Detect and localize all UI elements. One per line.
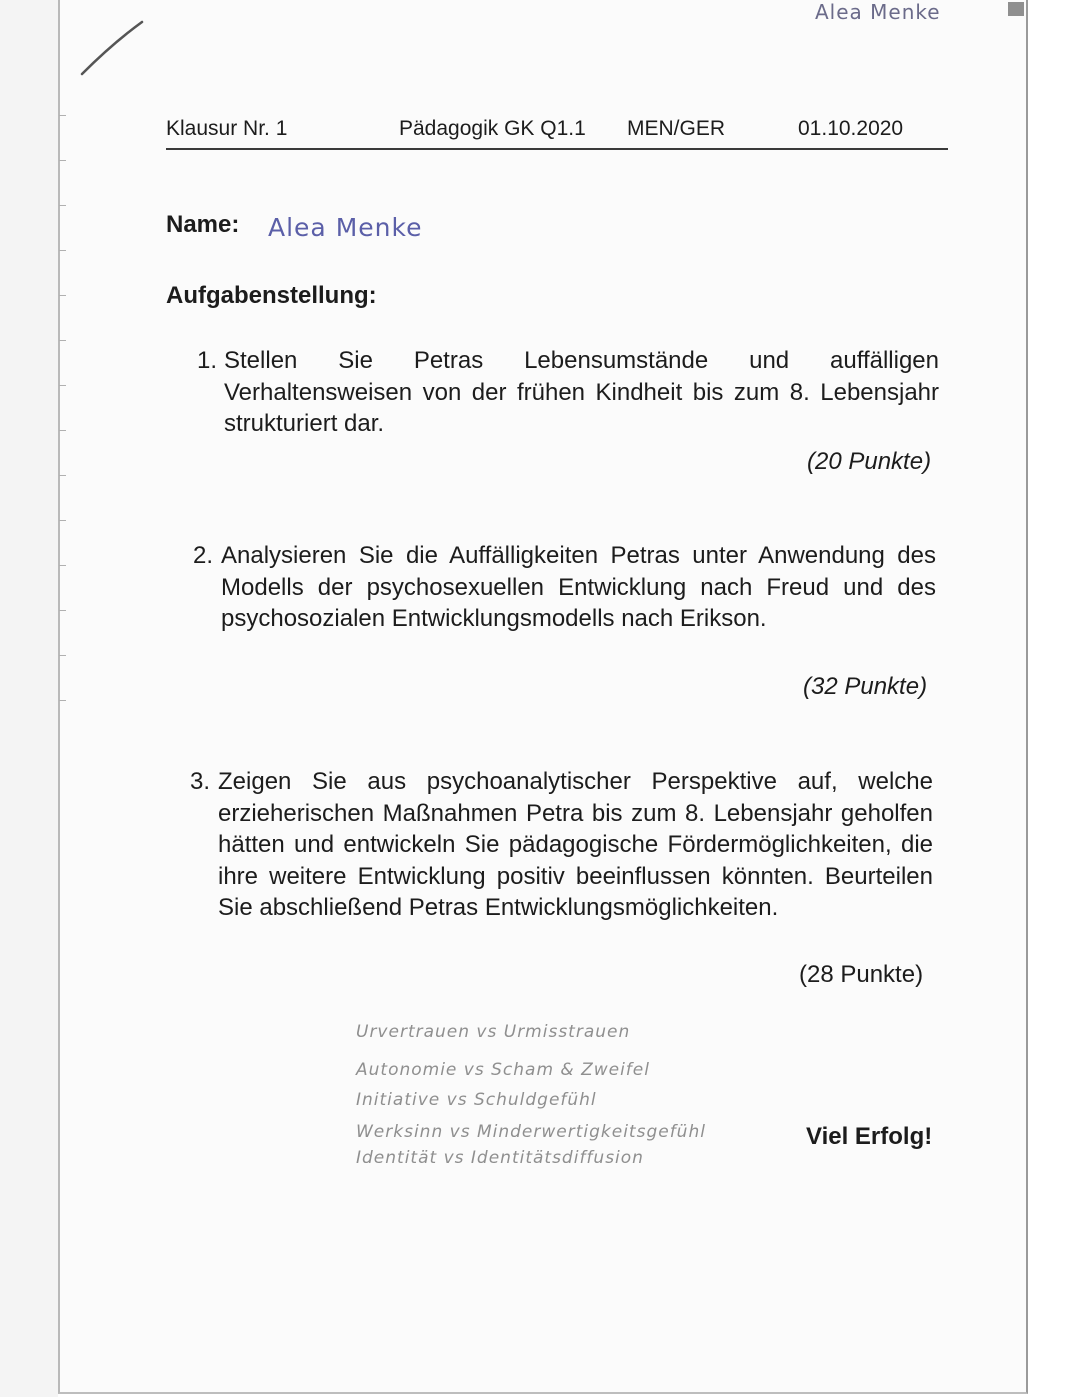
note-stage-2: Autonomie vs Scham & Zweifel [356, 1060, 650, 1080]
task-1 [197, 345, 941, 440]
owner-handwritten-name: Alea Menke [815, 0, 941, 24]
closing-greeting: Viel Erfolg! [806, 1123, 933, 1150]
scan-right-margin [1026, 0, 1080, 1397]
exam-date: 01.10.2020 [798, 117, 904, 140]
name-label: Name: [166, 211, 240, 238]
header-divider [166, 148, 948, 150]
note-stage-5: Identität vs Identitätsdiffusion [356, 1148, 644, 1168]
task-2 [193, 540, 938, 635]
task-number: 3. [190, 768, 211, 795]
scan-left-margin [0, 0, 58, 1397]
task-2-points: (32 Punkte) [803, 673, 928, 700]
task-text: Stellen Sie Petras Lebensumstände und auffälligen Verhaltensweisen von der frühen Kindheit bis zum 8. Lebensjahr strukturiert dar. [224, 347, 939, 437]
note-stage-4: Werksinn vs Minderwertigkeitsgefühl [356, 1122, 706, 1142]
pen-check-mark-icon [78, 18, 148, 78]
exam-subject: Pädagogik GK Q1.1 [399, 117, 586, 140]
task-text: Analysieren Sie die Auffälligkeiten Petras unter Anwendung des Modells der psychosexuellen Entwicklung nach Freud und des psychosozialen Entwicklungsmodells nach Erikson. [221, 542, 936, 632]
exam-teacher: MEN/GER [627, 117, 726, 140]
task-number: 1. [197, 347, 218, 374]
task-text: Zeigen Sie aus psychoanalytischer Perspektive auf, welche erzieherischen Maßnahmen Petra bis zum 8. Lebensjahr geholfen hätten und entwickeln Sie pädagogische Fördermöglichkeiten, die ihre weitere Entwicklung positiv beeinflussen könnten. Beurteilen Sie abschließend Petras Entwicklungsmöglichkeiten. [218, 768, 933, 921]
student-name-handwritten: Alea Menke [268, 213, 423, 242]
assignment-heading: Aufgabenstellung: [166, 282, 377, 309]
task-1-points: (20 Punkte) [807, 448, 932, 475]
exam-number: Klausur Nr. 1 [166, 117, 288, 140]
task-number: 2. [193, 542, 214, 569]
note-stage-1: Urvertrauen vs Urmisstrauen [356, 1022, 631, 1042]
scan-corner-mark [1008, 2, 1024, 16]
note-stage-3: Initiative vs Schuldgefühl [356, 1090, 597, 1110]
task-3 [190, 766, 935, 924]
task-3-points: (28 Punkte) [799, 961, 924, 988]
